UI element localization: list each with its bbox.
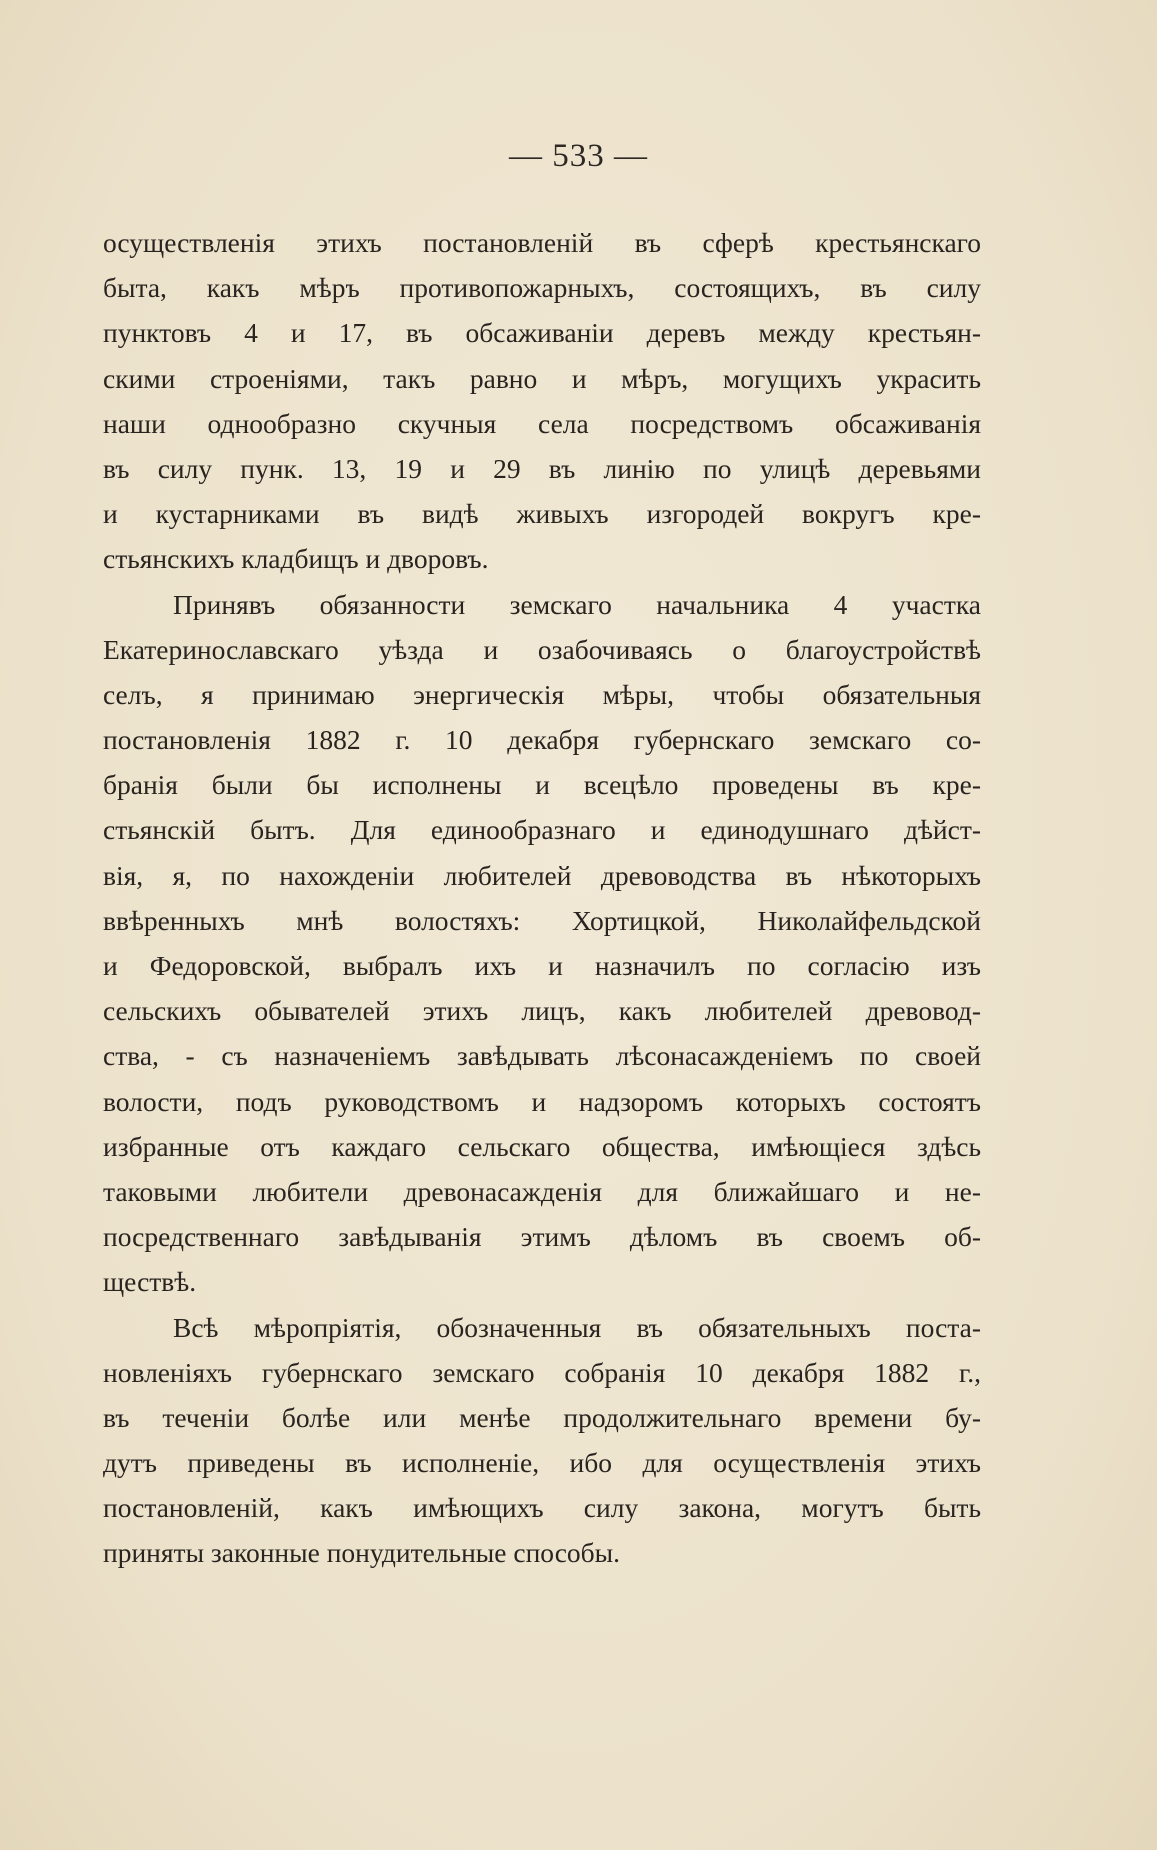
text-line: въ теченіи болѣе или менѣе продолжительнаго времени бу- [103, 1401, 981, 1433]
text-line: наши однообразно скучныя села посредствомъ обсаживанія [103, 407, 981, 439]
text-line: таковыми любители древонасажденія для ближайшаго и не- [103, 1175, 981, 1207]
text-line: вія, я, по нахожденіи любителей древоводства въ нѣкоторыхъ [103, 859, 981, 891]
text-line: скими строеніями, такъ равно и мѣръ, могущихъ украсить [103, 362, 981, 394]
paragraph-1 [103, 220, 981, 582]
text-line: въ силу пунк. 13, 19 и 29 въ линію по улицѣ деревьями [103, 452, 981, 484]
text-line: волости, подъ руководствомъ и надзоромъ которыхъ состоятъ [103, 1085, 981, 1117]
text-line: дутъ приведены въ исполненіе, ибо для осуществленія этихъ [103, 1447, 981, 1479]
text-line: быта, какъ мѣръ противопожарныхъ, состоящихъ, въ силу [103, 272, 981, 304]
body-text [103, 220, 981, 1576]
text-line: Всѣ мѣропріятія, обозначенныя въ обязательныхъ поста- [173, 1311, 981, 1343]
text-line: ществѣ. [103, 1266, 197, 1298]
text-line: и Федоровской, выбралъ ихъ и назначилъ по согласію изъ [103, 950, 981, 981]
text-line: новленіяхъ губернскаго земскаго собранія 10 декабря 1882 г., [103, 1356, 981, 1388]
text-line: бранія были бы исполнены и всецѣло проведены въ кре- [103, 769, 981, 801]
text-line: ства, - съ назначеніемъ завѣдывать лѣсонасажденіемъ по своей [103, 1040, 981, 1072]
text-line: и кустарниками въ видѣ живыхъ изгородей вокругъ кре- [103, 498, 981, 530]
text-line: стьянскихъ кладбищъ и дворовъ. [103, 543, 489, 575]
paragraph-2 [103, 582, 981, 1305]
text-line: Принявъ обязанности земскаго начальника 4 участка [173, 588, 981, 620]
text-line: Екатеринославскаго уѣзда и озабочиваясь о благоустройствѣ [103, 633, 981, 665]
paragraph-3 [103, 1305, 981, 1576]
page-number: — 533 — [509, 138, 648, 174]
text-line: пунктовъ 4 и 17, въ обсаживанiи деревъ между крестьян- [103, 317, 981, 349]
text-line: постановленій, какъ имѣющихъ силу закона, могутъ быть [103, 1492, 981, 1524]
text-line: посредственнаго завѣдыванія этимъ дѣломъ въ своемъ об- [103, 1221, 981, 1253]
text-line: стьянскій бытъ. Для единообразнаго и единодушнаго дѣйст- [103, 814, 981, 846]
text-line: избранные отъ каждаго сельскаго общества, имѣющіеся здѣсь [103, 1130, 981, 1162]
text-line: сельскихъ обывателей этихъ лицъ, какъ любителей древовод- [103, 995, 981, 1027]
text-line: осуществленія этихъ постановленій въ сферѣ крестьянскаго [103, 227, 981, 258]
text-line: селъ, я принимаю энергическія мѣры, чтобы обязательныя [103, 678, 981, 710]
text-line: постановленія 1882 г. 10 декабря губернскаго земскаго со- [103, 724, 981, 756]
text-line: ввѣренныхъ мнѣ волостяхъ: Хортицкой, Николайфельдской [103, 904, 981, 936]
text-line: приняты законные понудительные способы. [103, 1537, 621, 1569]
